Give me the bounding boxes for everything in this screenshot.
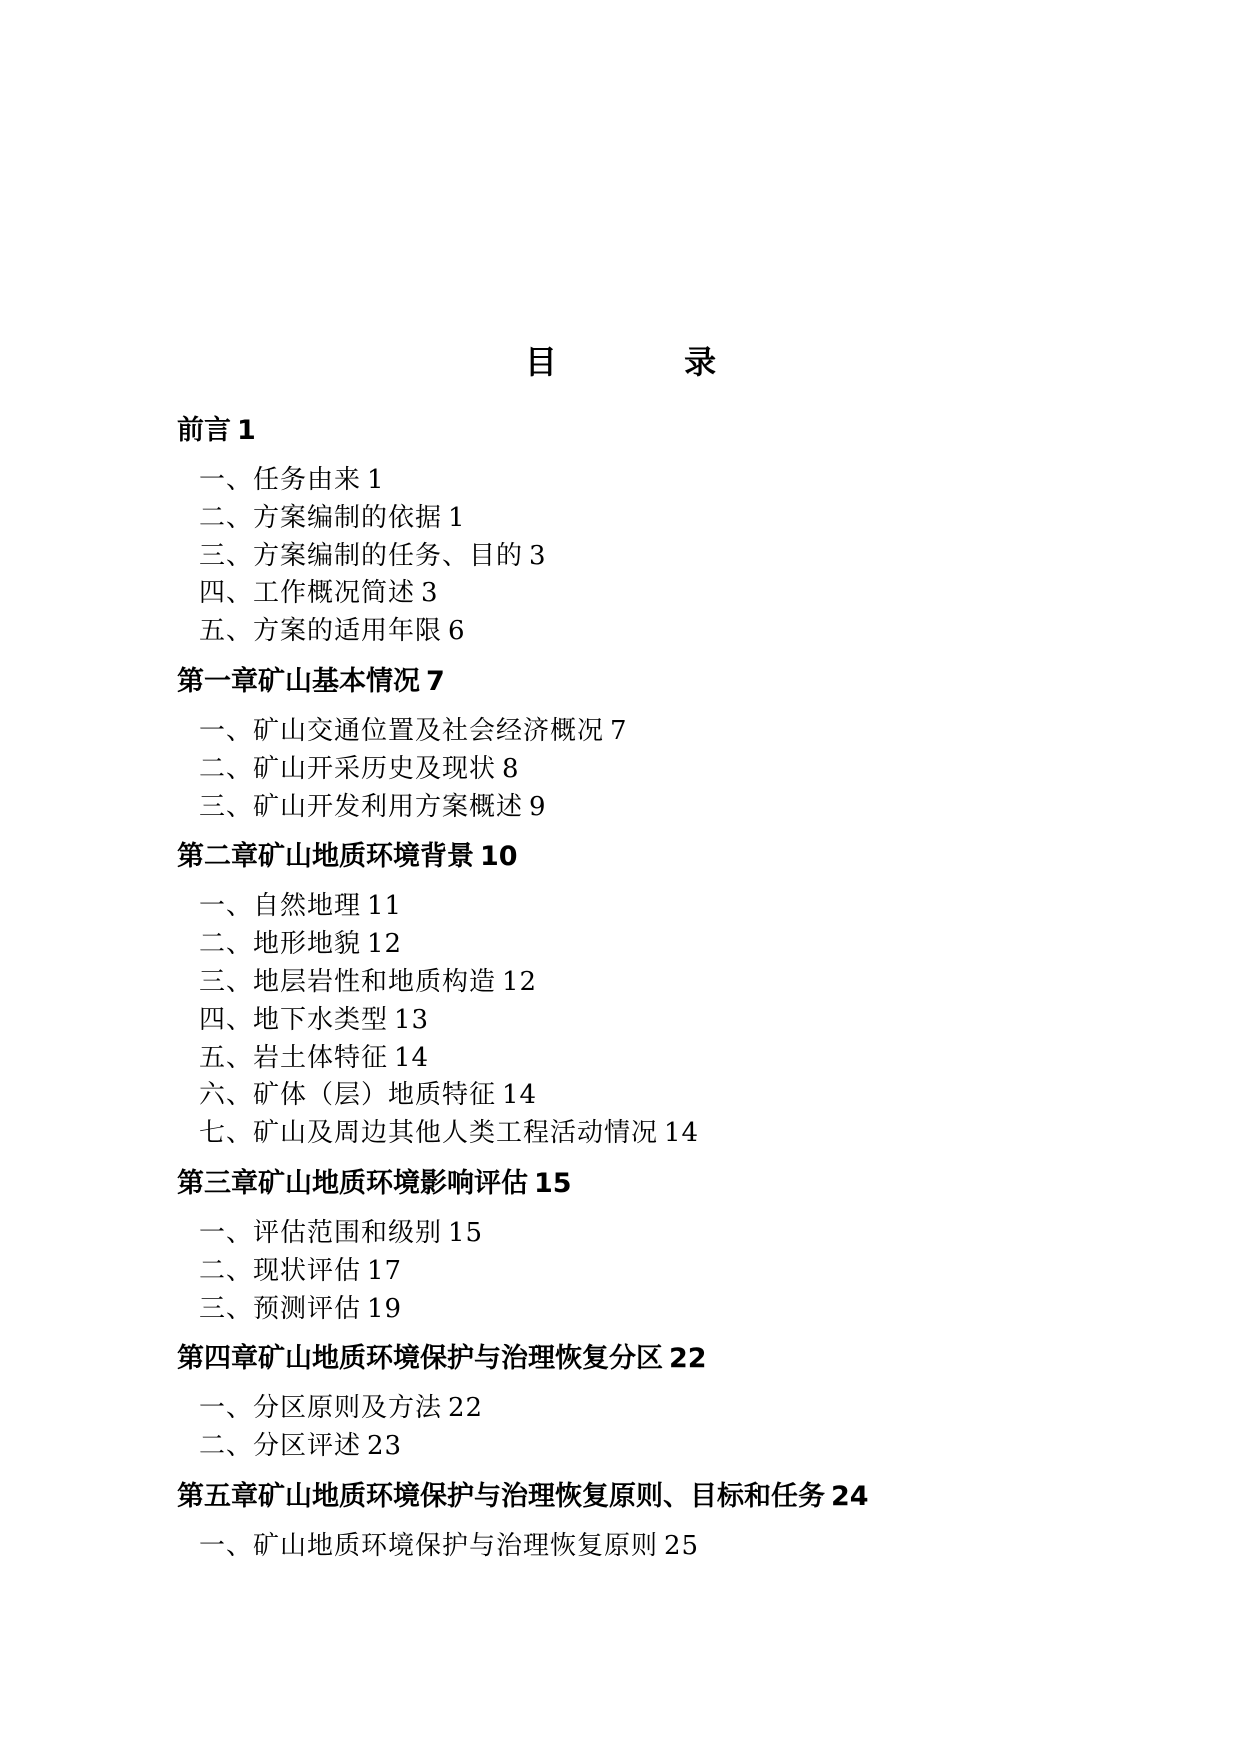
toc-item-entry[interactable]	[177, 751, 1177, 789]
toc-chapter-entry[interactable]	[177, 1165, 1177, 1203]
page-title: 目 录	[524, 343, 775, 381]
toc-chapter-page-number: 22	[669, 1343, 707, 1375]
toc-item-entry[interactable]	[177, 1002, 1177, 1040]
toc-item-page-number: 7	[610, 715, 628, 746]
toc-chapter-label: 第二章矿山地质环境背景	[177, 841, 474, 873]
toc-item-entry[interactable]	[177, 575, 1177, 613]
toc-item-entry[interactable]	[177, 1253, 1177, 1291]
toc-item-page-number: 12	[367, 929, 403, 960]
toc-item-list	[177, 1390, 1177, 1466]
toc-chapter-entry[interactable]	[177, 1340, 1177, 1378]
toc-item-label: 一、矿山地质环境保护与治理恢复原则	[199, 1530, 659, 1561]
toc-item-page-number: 23	[367, 1431, 403, 1462]
toc-item-page-number: 22	[448, 1393, 484, 1424]
toc-item-page-number: 6	[448, 616, 466, 647]
toc-item-label: 七、矿山及周边其他人类工程活动情况	[199, 1118, 659, 1149]
toc-chapter-label: 前言	[177, 415, 231, 446]
toc-item-label: 五、方案的适用年限	[199, 616, 443, 647]
toc-item-label: 三、方案编制的任务、目的	[199, 540, 524, 571]
toc-item-entry[interactable]	[177, 462, 1177, 500]
toc-item-list	[177, 1528, 1177, 1566]
toc-item-label: 三、预测评估	[199, 1293, 362, 1324]
toc-item-list	[177, 1215, 1177, 1328]
toc-item-list	[177, 713, 1177, 826]
toc-item-page-number: 1	[367, 465, 385, 495]
toc-item-entry[interactable]	[177, 713, 1177, 751]
toc-item-entry[interactable]	[177, 888, 1177, 926]
toc-item-label: 三、矿山开发利用方案概述	[199, 791, 524, 822]
toc-item-label: 四、地下水类型	[199, 1004, 389, 1035]
toc-item-page-number: 3	[529, 540, 547, 571]
toc-chapter-label: 第一章矿山基本情况	[177, 665, 420, 697]
toc-item-page-number: 15	[448, 1217, 484, 1248]
toc-item-entry[interactable]	[177, 613, 1177, 651]
toc-chapter-label: 第五章矿山地质环境保护与治理恢复原则、目标和任务	[177, 1480, 825, 1512]
toc-chapter-label: 第四章矿山地质环境保护与治理恢复分区	[177, 1343, 663, 1375]
toc-item-entry[interactable]	[177, 500, 1177, 538]
toc-item-page-number: 14	[394, 1042, 430, 1073]
toc-item-entry[interactable]	[177, 1040, 1177, 1078]
toc-item-label: 二、方案编制的依据	[199, 502, 443, 533]
toc-chapter-page-number: 24	[831, 1480, 869, 1512]
toc-item-list	[177, 888, 1177, 1153]
toc-item-page-number: 9	[529, 791, 547, 822]
toc-item-page-number: 19	[367, 1293, 403, 1324]
toc-item-label: 五、岩土体特征	[199, 1042, 389, 1073]
toc-item-label: 四、工作概况简述	[199, 578, 416, 609]
toc-item-label: 一、评估范围和级别	[199, 1217, 443, 1248]
toc-chapter-entry[interactable]	[177, 1478, 1177, 1516]
toc-item-label: 三、地层岩性和地质构造	[199, 966, 497, 997]
toc-item-page-number: 13	[394, 1004, 430, 1035]
toc-chapter-page-number: 10	[480, 841, 518, 873]
toc-item-entry[interactable]	[177, 1428, 1177, 1466]
toc-item-page-number: 14	[502, 1080, 538, 1111]
toc-item-entry[interactable]	[177, 1291, 1177, 1329]
toc-item-label: 二、现状评估	[199, 1255, 362, 1286]
toc-item-label: 一、矿山交通位置及社会经济概况	[199, 715, 605, 746]
toc-item-entry[interactable]	[177, 538, 1177, 576]
toc-item-entry[interactable]	[177, 1077, 1177, 1115]
toc-item-page-number: 1	[448, 502, 466, 533]
toc-chapter-page-number: 7	[426, 665, 445, 697]
toc-item-label: 一、分区原则及方法	[199, 1393, 443, 1424]
toc-item-label: 二、矿山开采历史及现状	[199, 753, 497, 784]
toc-item-page-number: 14	[664, 1118, 700, 1149]
toc-chapter-entry[interactable]	[177, 412, 1177, 450]
toc-item-label: 一、自然地理	[199, 891, 362, 922]
toc-item-entry[interactable]	[177, 1215, 1177, 1253]
toc-chapter-label: 第三章矿山地质环境影响评估	[177, 1167, 528, 1199]
toc-item-page-number: 8	[502, 753, 520, 784]
toc-item-entry[interactable]	[177, 1115, 1177, 1153]
toc-chapter-entry[interactable]	[177, 838, 1177, 876]
toc-item-entry[interactable]	[177, 964, 1177, 1002]
toc-item-page-number: 11	[367, 891, 403, 922]
toc-item-label: 二、地形地貌	[199, 929, 362, 960]
toc-item-entry[interactable]	[177, 926, 1177, 964]
toc-chapter-page-number: 1	[237, 415, 256, 446]
toc-item-entry[interactable]	[177, 1528, 1177, 1566]
table-of-contents	[177, 412, 1177, 1566]
toc-chapter-entry[interactable]	[177, 663, 1177, 701]
toc-item-page-number: 12	[502, 966, 538, 997]
toc-item-entry[interactable]	[177, 1390, 1177, 1428]
toc-item-entry[interactable]	[177, 789, 1177, 827]
toc-item-label: 二、分区评述	[199, 1431, 362, 1462]
toc-item-label: 一、任务由来	[199, 465, 362, 495]
toc-item-label: 六、矿体（层）地质特征	[199, 1080, 497, 1111]
toc-item-list	[177, 462, 1177, 651]
toc-item-page-number: 25	[664, 1530, 700, 1561]
toc-chapter-page-number: 15	[534, 1167, 572, 1199]
toc-item-page-number: 3	[421, 578, 439, 609]
toc-item-page-number: 17	[367, 1255, 403, 1286]
